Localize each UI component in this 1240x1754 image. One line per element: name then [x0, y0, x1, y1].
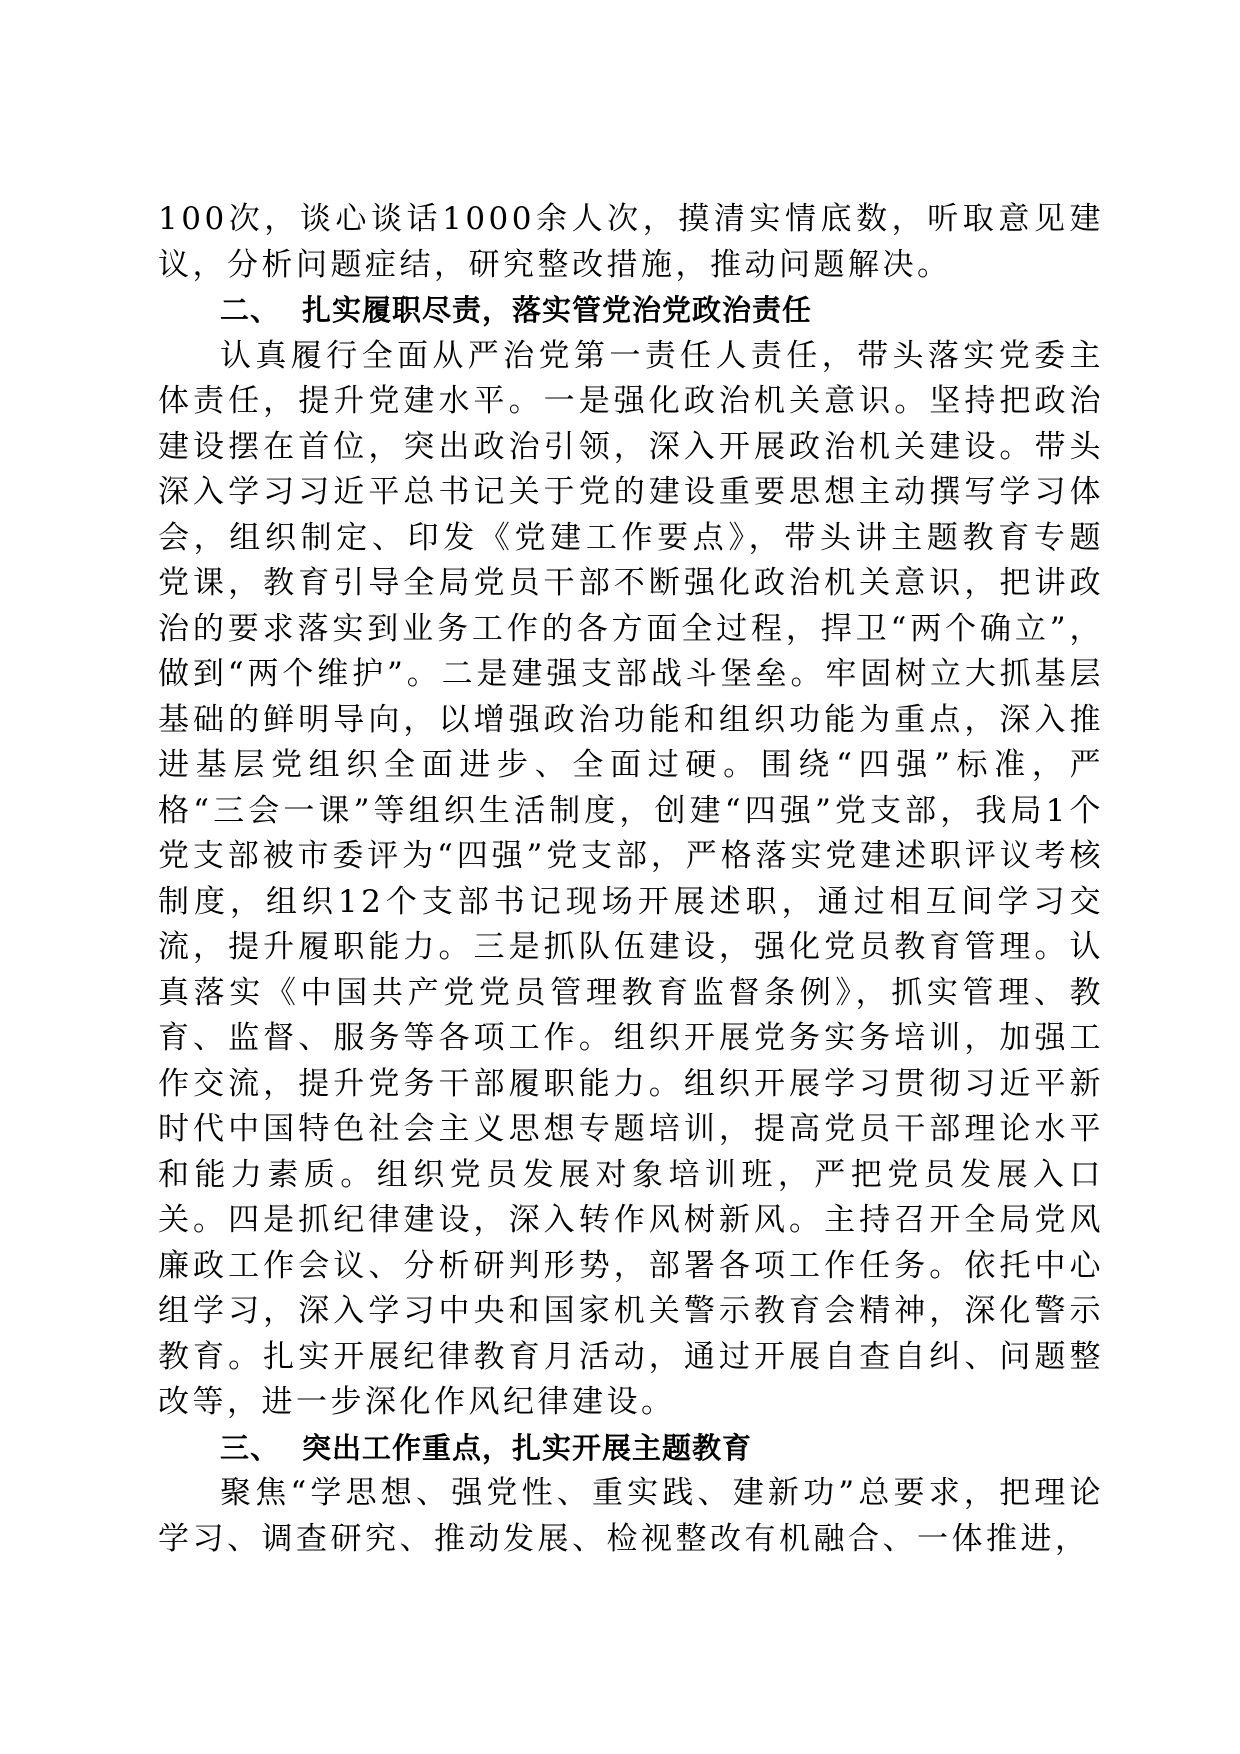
body-paragraph: 聚焦“学思想、强党性、重实践、建新功”总要求，把理论学习、调查研究、推动发展、检视整改有机融合、一体推进， — [158, 1475, 1104, 1557]
section-title: 扎实履职尽责，落实管党治党政治责任 — [302, 293, 813, 327]
body-paragraph: 100次，谈心谈话1000余人次，摸清实情底数，听取意见建议，分析问题症结，研究整改措施，推动问题解决。 — [158, 201, 1104, 283]
section-title: 突出工作重点，扎实开展主题教育 — [302, 1430, 753, 1465]
section-number: 二、 — [220, 293, 281, 327]
section-number: 三、 — [220, 1430, 281, 1465]
section-heading — [158, 288, 1104, 334]
body-paragraph: 认真履行全面从严治党第一责任人责任，带头落实党委主体责任，提升党建水平。一是强化政治机关意识。坚持把政治建设摆在首位，突出政治引领，深入开展政治机关建设。带头深入学习习近平总书记关于党的建设重要思想主动撰写学习体会，组织制定、印发《党建工作要点》，带头讲主题教育专题党课，教育引导全局党员干部不断强化政治机关意识，把讲政治的要求落实到业务工作的各方面全过程，捍卫“两个确立”，做到“两个维护”。二是建强支部战斗堡垒。牢固树立大抓基层基础的鲜明导向，以增强政治功能和组织功能为重点，深入推进基层党组织全面进步、全面过硬。围绕“四强”标准，严格“三会一课”等组织生活制度，创建“四强”党支部，我局1个党支部被市委评为“四强”党支部，严格落实党建述职评议考核制度，组织12个支部书记现场开展述职，通过相互间学习交流，提升履职能力。三是抓队伍建设，强化党员教育管理。认真落实《中国共产党党员管理教育监督条例》，抓实管理、教育、监督、服务等各项工作。组织开展党务实务培训，加强工作交流，提升党务干部履职能力。组织开展学习贯彻习近平新时代中国特色社会主义思想专题培训，提高党员干部理论水平和能力素质。组织党员发展对象培训班，严把党员发展入口关。四是抓纪律建设，深入转作风树新风。主持召开全局党风廉政工作会议、分析研判形势，部署各项工作任务。依托中心组学习，深入学习中央和国家机关警示教育会精神，深化警示教育。扎实开展纪律教育月活动，通过开展自查自纠、问题整改等，进一步深化作风纪律建设。 — [158, 337, 1104, 1420]
section-heading — [158, 1426, 1104, 1472]
document-page — [158, 197, 1104, 1562]
